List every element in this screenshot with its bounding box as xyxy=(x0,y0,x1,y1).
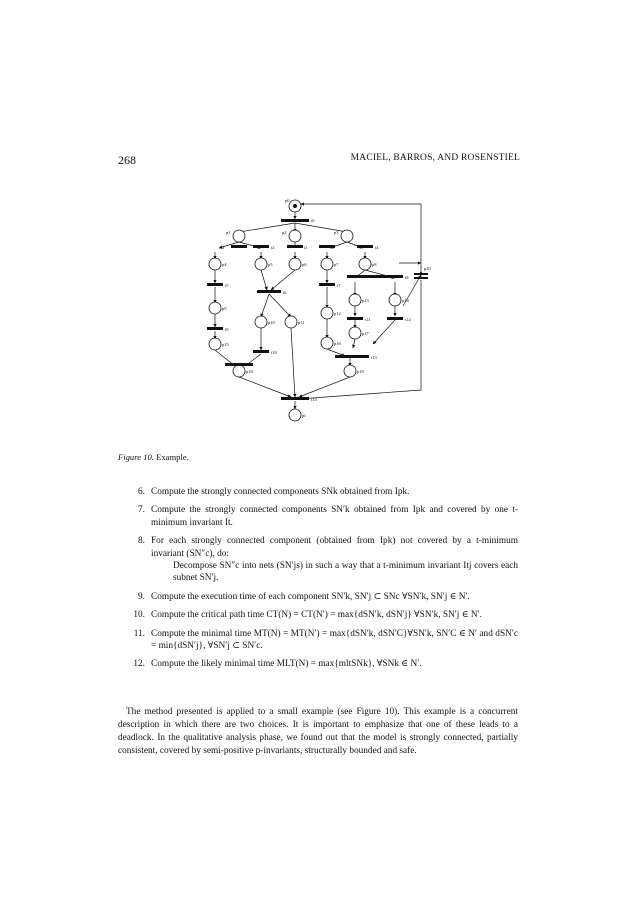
svg-text:p11: p11 xyxy=(298,320,305,325)
svg-text:t1: t1 xyxy=(221,245,225,250)
svg-text:p0: p0 xyxy=(285,198,290,203)
svg-text:p18: p18 xyxy=(246,369,253,374)
algorithm-steps xyxy=(118,486,518,677)
svg-text:t14: t14 xyxy=(311,397,317,402)
step-number: 12. xyxy=(133,659,145,670)
step-text: Compute the strongly connected components SN′k obtained from Ipk and covered by one t-minimum invariant It. xyxy=(151,505,518,528)
svg-text:t11: t11 xyxy=(365,317,371,322)
svg-text:t13: t13 xyxy=(371,355,377,360)
step-text: Compute the execution time of each component SN′k, SN′j ⊂ SNc ∀SN′k, SN′j ∈ N′. xyxy=(151,591,470,602)
svg-text:t6: t6 xyxy=(283,290,287,295)
places xyxy=(209,200,401,421)
token xyxy=(293,204,297,208)
arcs xyxy=(215,212,421,409)
svg-text:p10: p10 xyxy=(268,320,275,325)
svg-text:t8: t8 xyxy=(405,275,409,280)
step-text: Compute the strongly connected components SNk obtained from Ipk. xyxy=(151,487,410,497)
step-text: Compute the minimal time MT(N) = MT(N′) = max{dSN′k, dSN′C}∀SN′k, SN′C ∈ N′ and dSN′c = min{dSN′j}, ∀SN′j ⊂ SN′c. xyxy=(151,628,518,652)
step-item xyxy=(118,609,518,621)
svg-text:p15: p15 xyxy=(222,342,229,347)
svg-text:p20: p20 xyxy=(424,266,431,271)
step-number: 8. xyxy=(138,536,145,547)
step-number: 6. xyxy=(138,487,145,497)
svg-text:p5: p5 xyxy=(268,262,273,267)
svg-text:t7: t7 xyxy=(337,283,341,288)
step-number: 10. xyxy=(133,610,145,621)
running-head: MACIEL, BARROS, AND ROSENSTIEL xyxy=(350,153,520,163)
step-item xyxy=(118,658,518,670)
body-paragraph: The method presented is applied to a small example (see Figure 10). This example is a concurrent description in which there are two choices. It is important to emphasize that one of these leads to a deadlock. In the qualitative analysis phase, we found out that the model is strongly connected, partially consistent, covered by semi-positive p-invariants, structurally bounded and safe. xyxy=(118,707,518,756)
step-number: 7. xyxy=(138,505,145,516)
svg-text:p12: p12 xyxy=(334,311,341,316)
svg-text:t3: t3 xyxy=(304,245,308,250)
svg-text:t0: t0 xyxy=(311,218,315,223)
svg-text:p2: p2 xyxy=(282,230,287,235)
svg-text:t12: t12 xyxy=(405,317,411,322)
step-text: Compute the critical path time CT(N) = CT(N′) = max{dSN′k, dSN′j} ∀SN′k, SN′j ∈ N′. xyxy=(151,610,482,621)
svg-text:p14: p14 xyxy=(402,298,409,303)
petri-net-figure xyxy=(195,190,435,430)
svg-text:p1: p1 xyxy=(226,230,231,235)
step-item xyxy=(118,535,518,585)
page-number: 268 xyxy=(118,153,136,167)
step-subtext: Decompose SN″c into nets (SN′js) in such a way that a t-minimum invariant Itj covers each subnet SN′j. xyxy=(173,561,518,584)
svg-text:t10: t10 xyxy=(271,350,277,355)
step-text: Compute the likely minimal time MLT(N) = max{mltSNk}, ∀SNk ∈ N′. xyxy=(151,659,422,670)
step-item xyxy=(118,591,518,603)
svg-text:p13: p13 xyxy=(362,298,369,303)
svg-text:t2: t2 xyxy=(271,245,275,250)
svg-text:p17: p17 xyxy=(362,331,369,336)
svg-text:p7: p7 xyxy=(334,262,339,267)
svg-text:t5: t5 xyxy=(225,283,229,288)
caption-text: Example. xyxy=(156,452,189,462)
step-item xyxy=(118,628,518,653)
svg-text:t9: t9 xyxy=(225,327,229,332)
svg-text:t4: t4 xyxy=(375,245,379,250)
svg-text:p19: p19 xyxy=(357,369,364,374)
svg-text:p8: p8 xyxy=(372,262,377,267)
step-number: 11. xyxy=(133,628,145,639)
figure-caption xyxy=(118,452,189,462)
svg-text:p9: p9 xyxy=(222,306,227,311)
svg-text:p6: p6 xyxy=(302,262,307,267)
caption-label: Figure 10. xyxy=(118,452,154,462)
step-item xyxy=(118,486,518,498)
svg-text:pf: pf xyxy=(302,413,306,418)
step-number: 9. xyxy=(138,591,145,602)
step-item xyxy=(118,504,518,529)
svg-text:p3: p3 xyxy=(334,230,339,235)
svg-text:p4: p4 xyxy=(222,262,227,267)
step-text: For each strongly connected component (obtained from Ipk) not covered by a t-minimum invariant (SN″c), do: xyxy=(151,536,518,559)
svg-text:p16: p16 xyxy=(334,341,341,346)
